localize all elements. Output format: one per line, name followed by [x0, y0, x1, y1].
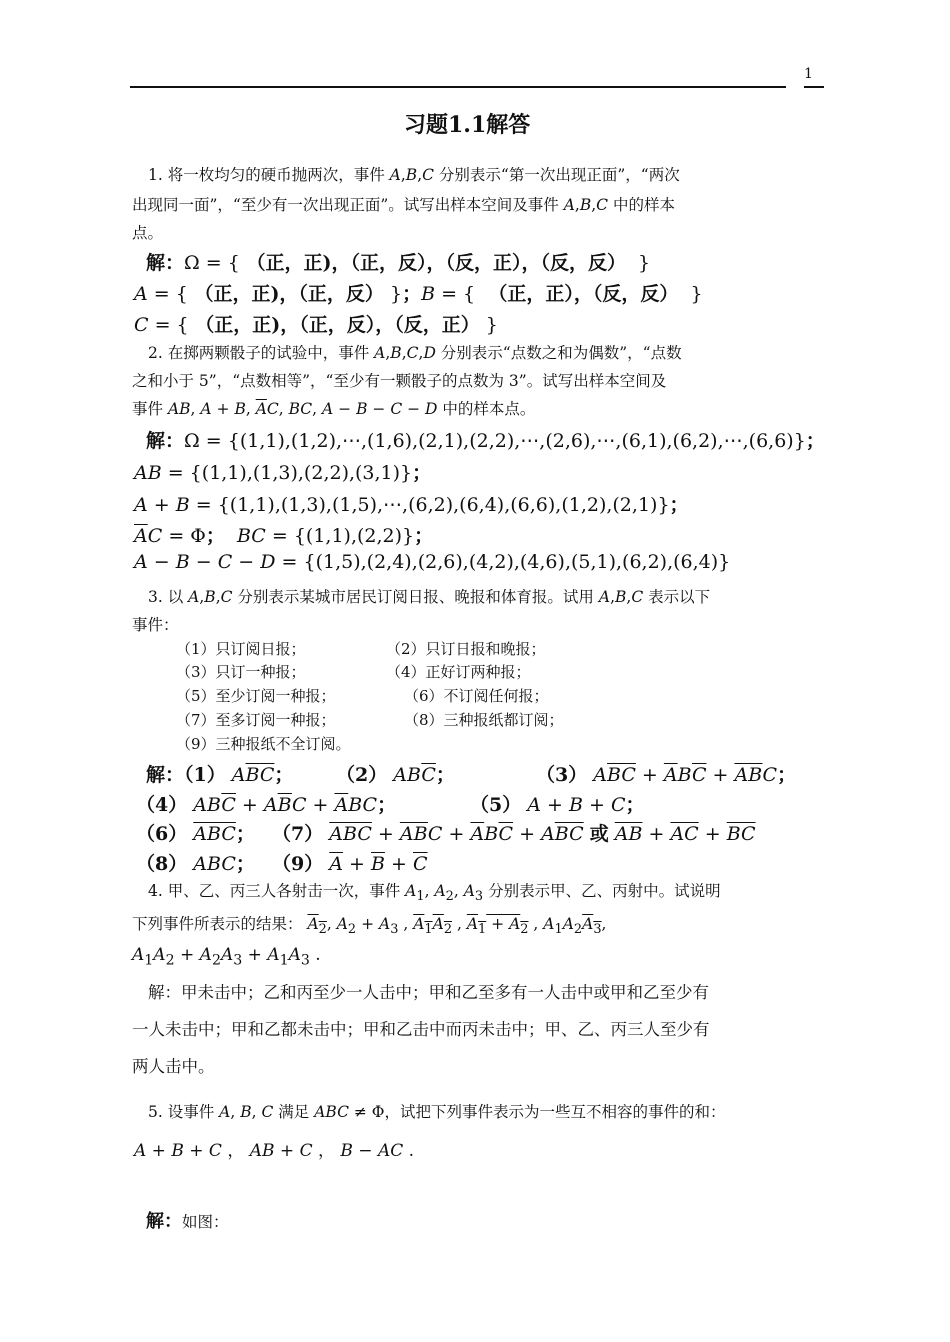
q3-ans-1: 解：（1） $A\overline{B}\overline{C}$； [146, 764, 294, 786]
q3-item-4: （4）正好订两种报； [386, 663, 531, 681]
q4-ans-3: 两人击中。 [132, 1057, 215, 1076]
q2-line-2: 之和小于 5”，“点数相等”，“至少有一颗骰子的点数为 3”。试写出样本空间及 [132, 372, 667, 390]
q2-ans-ac-bc: $\overline{A}C = \Phi$； BC = {(1,1),(2,2)}； [134, 525, 434, 547]
q2-ans-abcd: A − B − C − D = {(1,5),(2,4),(2,6),(4,2),(4,6),(5,1),(6,2),(6,4)} [134, 551, 731, 573]
q4-line-1: 4. 甲、乙、丙三人各射击一次，事件 $A_1$, $A_2$, $A_3$ 分别表示甲、乙、丙射中。试说明 [148, 882, 721, 905]
q2-line-1: 2. 在掷两颗骰子的试验中，事件 A,B,C,D 分别表示“点数之和为偶数”，“点数 [148, 344, 682, 362]
q4-ans-2: 一人未击中；甲和乙都未击中；甲和乙击中而丙未击中；甲、乙、丙三人至少有 [132, 1020, 710, 1039]
q3-line-2: 事件： [132, 616, 179, 634]
q2-ans-aplusb: A + B = {(1,1),(1,3),(1,5),⋯,(6,2),(6,4),(6,6),(1,2),(2,1)}； [134, 494, 689, 516]
q2-line-3: 事件 AB, A + B, $\overline{A}C$, BC, A − B − C − D 中的样本点。 [132, 400, 536, 418]
page-title: 习题1.1解答 [404, 112, 531, 138]
q3-ans-8: （8） ABC； [136, 853, 255, 875]
page-number: 1 [804, 66, 813, 82]
q3-line-1: 3. 以 A,B,C 分别表示某城市居民订阅日报、晚报和体育报。试用 A,B,C 表示以下 [148, 588, 711, 606]
q3-ans-7: （7） $\overline{ABC} + \overline{AB}C + \overline{A}B\overline{C} + A\overline{BC}$ 或 $\overline{AB} + \overline{AC} + \overline{BC}$ [272, 823, 756, 845]
q1-ans-omega: 解：Ω = { （正，正)，（正，反），（反，正），（反，反） } [146, 252, 651, 274]
q1-ans-c: C = { （正，正)，（正，反），（反，正） } [134, 314, 498, 336]
q1-ans-ab: A = { （正，正)，（正，反） }；B = { （正，正），（反，反） } [134, 283, 703, 305]
q1-line-3: 点。 [132, 224, 164, 242]
q4-line-2: 下列事件所表示的结果： $A_2$, $A_2 + A_3$ , $A_1A_2$ , $A_1 + A_2$ , $A_1A_2A_3$, [132, 915, 607, 938]
q5-ans: 解：如图： [146, 1211, 229, 1232]
q5-line-2: A + B + C ， AB + C ， B − AC . [134, 1141, 415, 1161]
q2-ans-omega: 解：Ω = {(1,1),(1,2),⋯,(1,6),(2,1),(2,2),⋯,(2,6),⋯,(6,1),(6,2),⋯,(6,6)}； [146, 430, 825, 452]
q3-item-6: （6）不订阅任何报； [404, 687, 549, 705]
q3-ans-5: （5） A + B + C； [470, 794, 645, 816]
q3-ans-4: （4） $AB\overline{C} + A\overline{B}C + \overline{A}BC$； [136, 794, 397, 816]
q3-item-1: （1）只订阅日报； [176, 640, 306, 658]
q3-item-8: （8）三种报纸都订阅； [404, 711, 564, 729]
q3-ans-6: （6） $\overline{ABC}$； [136, 823, 255, 845]
header-rule [130, 86, 786, 88]
q4-line-3: $A_1A_2 + A_2A_3 + A_1A_3$ . [132, 945, 321, 969]
q1-line-2: 出现同一面”，“至少有一次出现正面”。试写出样本空间及事件 A,B,C 中的样本 [132, 196, 675, 214]
q4-ans-1: 解：甲未击中；乙和丙至少一人击中；甲和乙至多有一人击中或甲和乙至少有 [148, 983, 709, 1002]
q3-item-9: （9）三种报纸不全订阅。 [176, 735, 351, 753]
q3-item-3: （3）只订一种报； [176, 663, 306, 681]
q3-ans-3: （3） $A\overline{BC} + \overline{A}B\overline{C} + \overline{AB}C$； [536, 764, 797, 786]
header-rule-short [804, 86, 824, 88]
q3-item-5: （5）至少订阅一种报； [176, 687, 336, 705]
q3-item-2: （2）只订日报和晚报； [386, 640, 546, 658]
q3-ans-9: （9） $\overline{A} + \overline{B} + \overline{C}$ [272, 853, 428, 875]
q2-ans-ab: AB = {(1,1),(1,3),(2,2),(3,1)}； [134, 462, 432, 484]
q1-line-1: 1. 将一枚均匀的硬币抛两次，事件 A,B,C 分别表示“第一次出现正面”，“两次 [148, 166, 680, 184]
q3-item-7: （7）至多订阅一种报； [176, 711, 336, 729]
q3-ans-2: （2） $AB\overline{C}$； [336, 764, 455, 786]
q5-line-1: 5. 设事件 A, B, C 满足 ABC ≠ Φ，试把下列事件表示为一些互不相容的事件的和： [148, 1103, 726, 1121]
